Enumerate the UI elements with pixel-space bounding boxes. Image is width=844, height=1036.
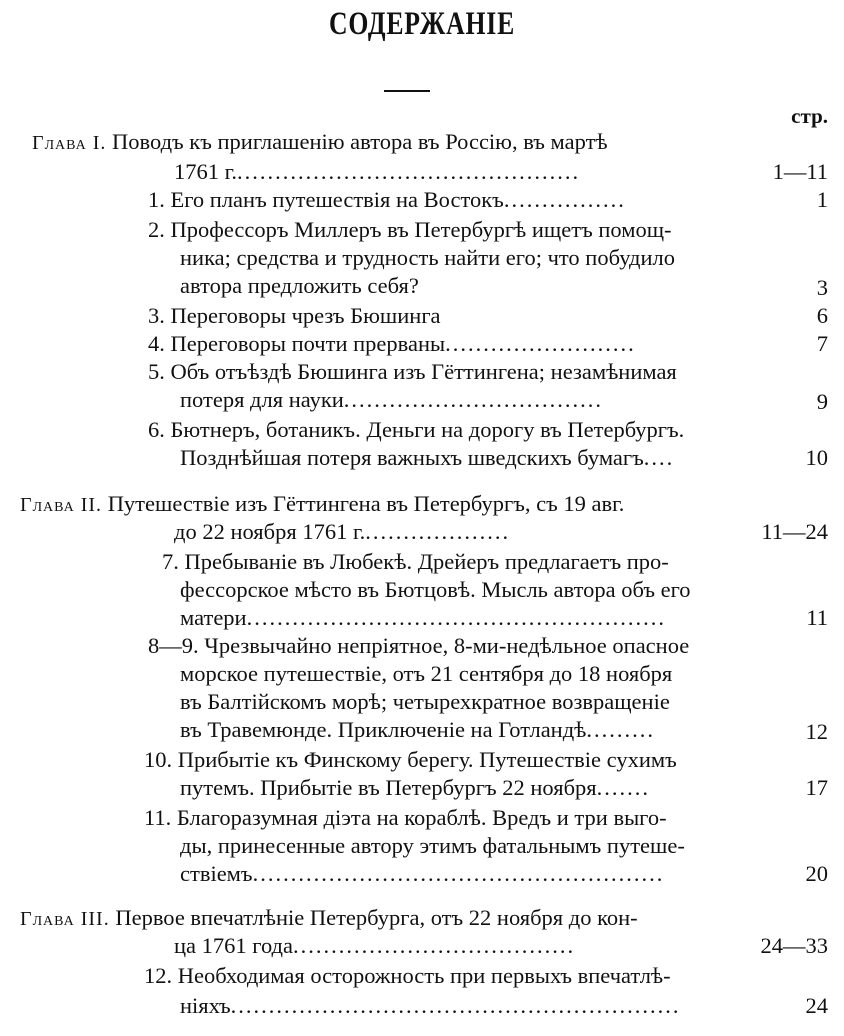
chapter-3-title-line1: Первое впечатлѣніе Петербурга, отъ 22 ноября до кон-: [115, 905, 638, 930]
entry-5-line1: 5. Объ отъѣздѣ Бюшинга изъ Гёттингена; незамѣнимая: [148, 359, 677, 384]
chapter-1-title-line2: 1761 г..............................................: [174, 159, 581, 184]
chapter-2-title-text: до 22 ноября 1761 г.: [174, 519, 366, 544]
entry-11-line1: 11. Благоразумная діэта на кораблѣ. Вредъ и три выго-: [144, 805, 667, 830]
entry-3-page: 6: [816, 303, 828, 328]
page-column-label: стр.: [791, 104, 828, 128]
chapter-2-pages: 11—24: [761, 519, 828, 544]
entry-8-9-page: 12: [805, 719, 828, 744]
title-rule: [384, 90, 430, 92]
chapter-1-pages: 1—11: [772, 159, 828, 184]
entry-2-text: автора предложить себя?: [180, 273, 419, 298]
entry-7-line2: фессорское мѣсто въ Бютцовѣ. Мысль автора объ его: [180, 577, 691, 602]
entry-8-9-line1: 8—9. Чрезвычайно непріятное, 8-ми-недѣльное опасное: [148, 633, 690, 658]
entry-12-line2: ніяхъ...........................................................: [180, 993, 681, 1018]
entry-4-page: 7: [816, 331, 828, 356]
chapter-1-heading: [32, 126, 608, 158]
entry-10-line1: 10. Прибытіе къ Финскому берегу. Путешествіе сухимъ: [144, 747, 677, 772]
entry-1-page: 1: [816, 187, 828, 212]
chapter-3-title-text: ца 1761 года: [174, 933, 293, 958]
entry-11-page: 20: [805, 861, 828, 886]
chapter-3-pages: 24—33: [760, 933, 828, 958]
entry-12-text: ніяхъ: [180, 993, 231, 1018]
entry-11-line3: ствіемъ......................................................: [180, 861, 665, 886]
entry-4-text: 4. Переговоры почти прерваны: [148, 331, 446, 356]
entry-11-line2: ды, принесенные автору этимъ фатальнымъ путеше-: [180, 833, 685, 858]
entry-8-9-text: въ Травемюнде. Приключеніе на Готландѣ: [180, 717, 587, 742]
entry-1-text: 1. Его планъ путешествія на Востокъ: [148, 187, 504, 212]
entry-2-line2: ника; средства и трудность найти его; что побудило: [180, 245, 675, 270]
entry-7-line1: 7. Пребываніе въ Любекѣ. Дрейеръ предлагаетъ про-: [162, 549, 669, 574]
entry-6-line1: 6. Бютнеръ, ботаникъ. Деньги на дорогу въ Петербургъ.: [148, 417, 685, 442]
chapter-3-title-line2: ца 1761 года.....................................: [174, 933, 576, 958]
chapter-1-title-text: 1761 г.: [174, 159, 237, 184]
entry-8-9-line2: морское путешествіе, отъ 21 сентября до 18 ноября: [180, 661, 673, 686]
chapter-1-label: Глава I.: [32, 132, 107, 154]
chapter-3-label: Глава III.: [20, 908, 110, 930]
entry-1: 1. Его планъ путешествія на Востокъ................: [148, 187, 626, 212]
entry-11-text: ствіемъ: [180, 861, 253, 886]
page-title: СОДЕРЖАНІЕ: [328, 6, 516, 42]
entry-10-text: путемъ. Прибытіе въ Петербургъ 22 ноября: [180, 775, 597, 800]
entry-12-page: 24: [805, 993, 828, 1018]
entry-3-text: 3. Переговоры чрезъ Бюшинга: [148, 303, 441, 328]
entry-5-line2: потеря для науки..................................: [180, 387, 604, 412]
entry-7-line3: матери.......................................................: [180, 605, 666, 630]
entry-2-line3: [180, 270, 770, 302]
entry-6-line2: Позднѣйшая потеря важныхъ шведскихъ бумагъ....: [180, 445, 675, 470]
chapter-2-title-line1: Путешествіе изъ Гёттингена въ Петербургъ, съ 19 авг.: [107, 491, 625, 516]
entry-2-page: 3: [816, 275, 828, 300]
entry-5-page: 9: [816, 389, 828, 414]
entry-6-page: 10: [805, 445, 828, 470]
entry-8-9-line3: въ Балтійскомъ морѣ; четырехкратное возвращеніе: [180, 689, 670, 714]
entry-7-page: 11: [806, 605, 828, 630]
entry-8-9-line4: въ Травемюнде. Приключеніе на Готландѣ.........: [180, 717, 656, 742]
entry-6-text: Позднѣйшая потеря важныхъ шведскихъ бумагъ: [180, 445, 644, 470]
entry-10-page: 17: [805, 775, 828, 800]
entry-4: 4. Переговоры почти прерваны.........................: [148, 331, 636, 356]
entry-10-line2: путемъ. Прибытіе въ Петербургъ 22 ноября.......: [180, 775, 650, 800]
entry-5-text: потеря для науки: [180, 387, 344, 412]
chapter-2-title-line2: до 22 ноября 1761 г....................: [174, 519, 511, 544]
entry-7-text: матери: [180, 605, 247, 630]
entry-12-line1: 12. Необходимая осторожность при первыхъ впечатлѣ-: [144, 963, 671, 988]
chapter-1-title-line1: Поводъ къ приглашенію автора въ Россію, въ мартѣ: [112, 129, 608, 154]
entry-2-line1: 2. Профессоръ Миллеръ въ Петербургѣ ищетъ помощ-: [148, 217, 672, 242]
chapter-2-label: Глава II.: [20, 494, 103, 516]
